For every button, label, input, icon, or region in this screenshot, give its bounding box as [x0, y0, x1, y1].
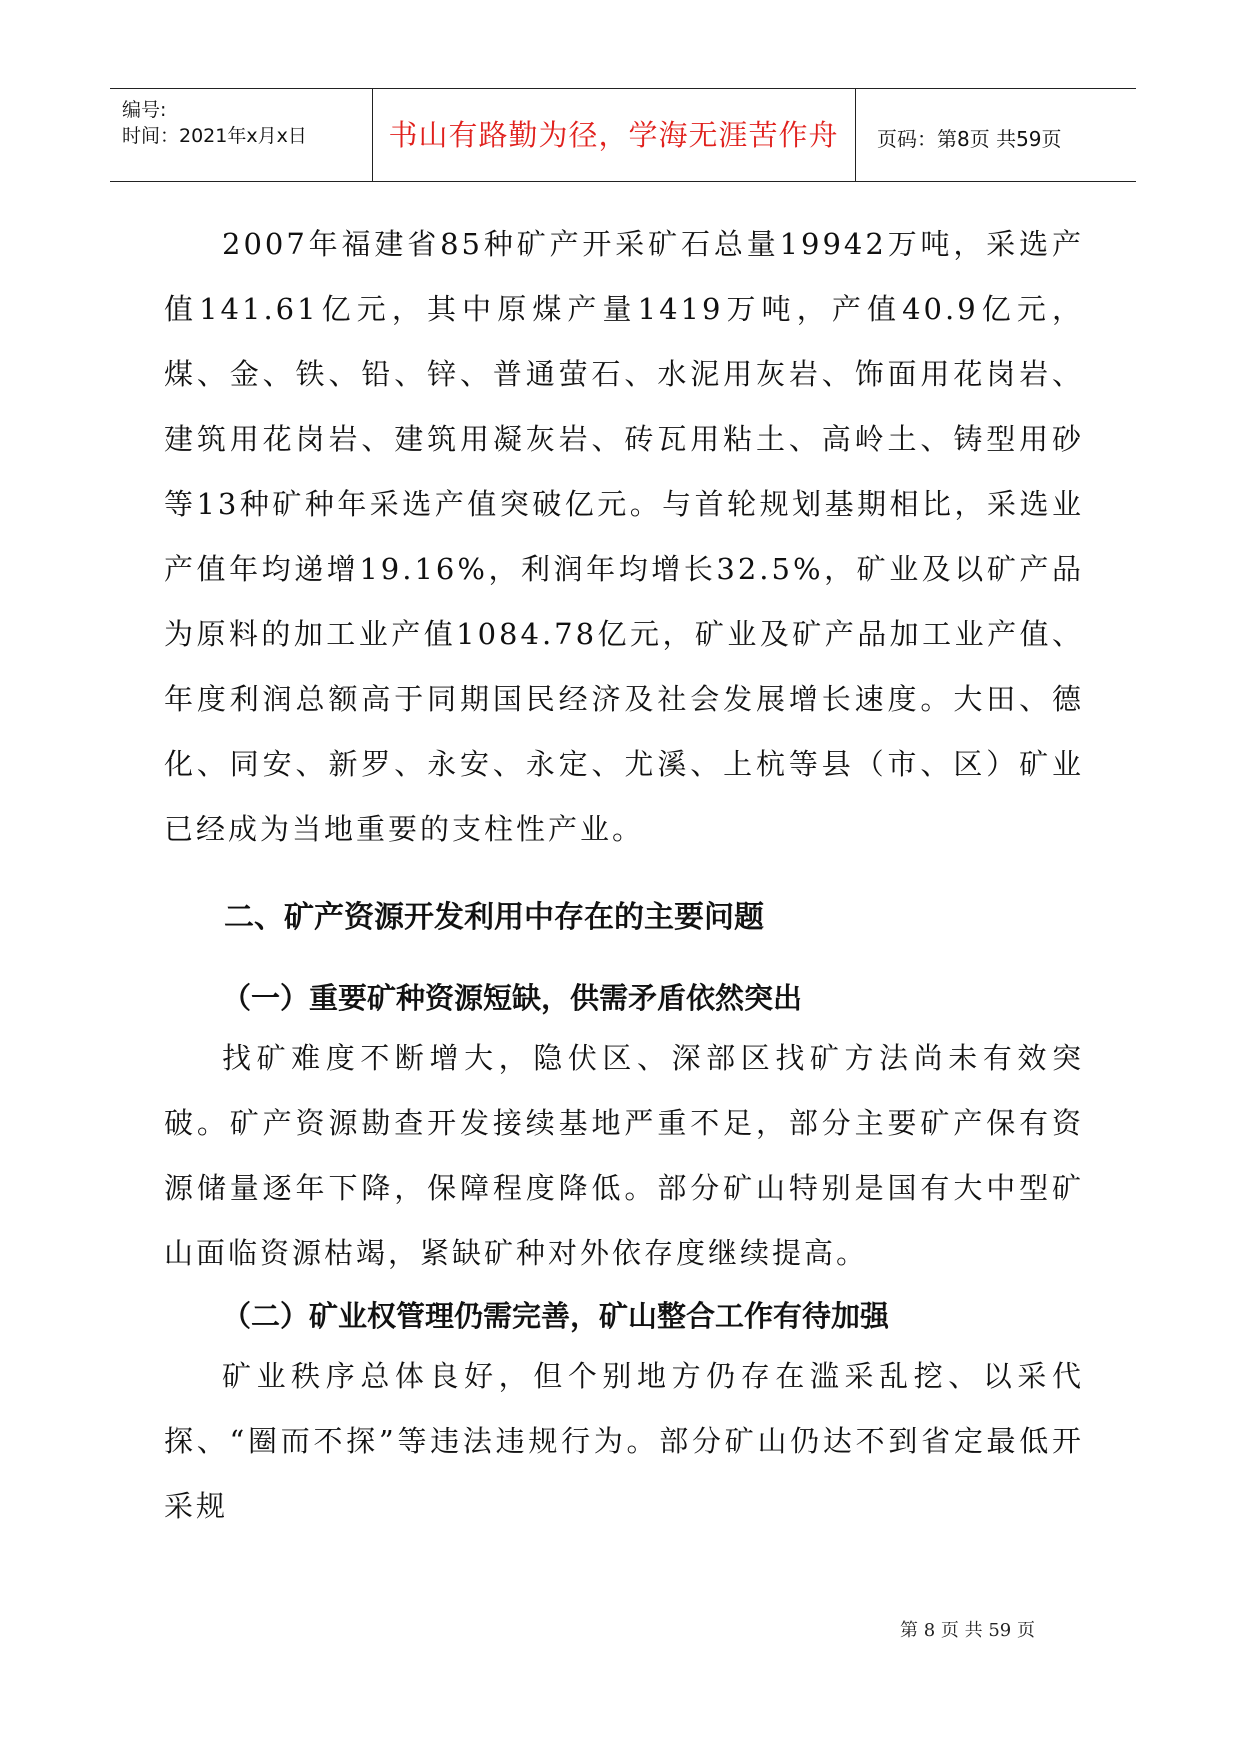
header-page-cell	[855, 89, 1136, 181]
header-slogan-cell	[372, 89, 856, 181]
paragraph-mining-order: 矿业秩序总体良好，但个别地方仍存在滥采乱挖、以采代探、“圈而不探”等违法违规行为。部分矿山仍达不到省定最低开采规	[164, 1359, 1084, 1523]
document-number-label: 编号:	[122, 99, 167, 121]
paragraph-resource-shortage: 找矿难度不断增大，隐伏区、深部区找矿方法尚未有效突破。矿产资源勘查开发接续基地严重不足，部分主要矿产保有资源储量逐年下降，保障程度降低。部分矿山特别是国有大中型矿山面临资源枯竭，紧缺矿种对外依存度继续提高。	[164, 1041, 1084, 1270]
header-meta-cell	[110, 89, 373, 181]
paragraph-mining-output: 2007年福建省85种矿产开采矿石总量19942万吨，采选产值141.61亿元，其中原煤产量1419万吨，产值40.9亿元，煤、金、铁、铅、锌、普通萤石、水泥用灰岩、饰面用花岗岩、建筑用花岗岩、建筑用凝灰岩、砖瓦用粘土、高岭土、铸型用砂等13种矿种年采选产值突破亿元。与首轮规划基期相比，采选业产值年均递增19.16%，利润年均增长32.5%，矿业及以矿产品为原料的加工业产值1084.78亿元，矿业及矿产品加工业产值、年度利润总额高于同期国民经济及社会发展增长速度。大田、德化、同安、新罗、永安、永定、尤溪、上杭等县（市、区）矿业已经成为当地重要的支柱性产业。	[164, 227, 1084, 846]
document-date-label: 时间：2021年x月x日	[122, 125, 307, 147]
header-page-code: 页码：第8页 共59页	[877, 127, 1062, 151]
document-body	[164, 212, 1084, 1539]
subsection-heading-resource-shortage: （一）重要矿种资源短缺，供需矛盾依然突出	[222, 981, 803, 1015]
section-heading-main-problems: 二、矿产资源开发利用中存在的主要问题	[224, 900, 764, 935]
page-header	[110, 88, 1136, 182]
page-footer: 第 8 页 共 59 页	[900, 1620, 1035, 1641]
header-slogan: 书山有路勤为径，学海无涯苦作舟	[388, 118, 839, 152]
subsection-heading-mining-rights: （二）矿业权管理仍需完善，矿山整合工作有待加强	[222, 1299, 890, 1333]
